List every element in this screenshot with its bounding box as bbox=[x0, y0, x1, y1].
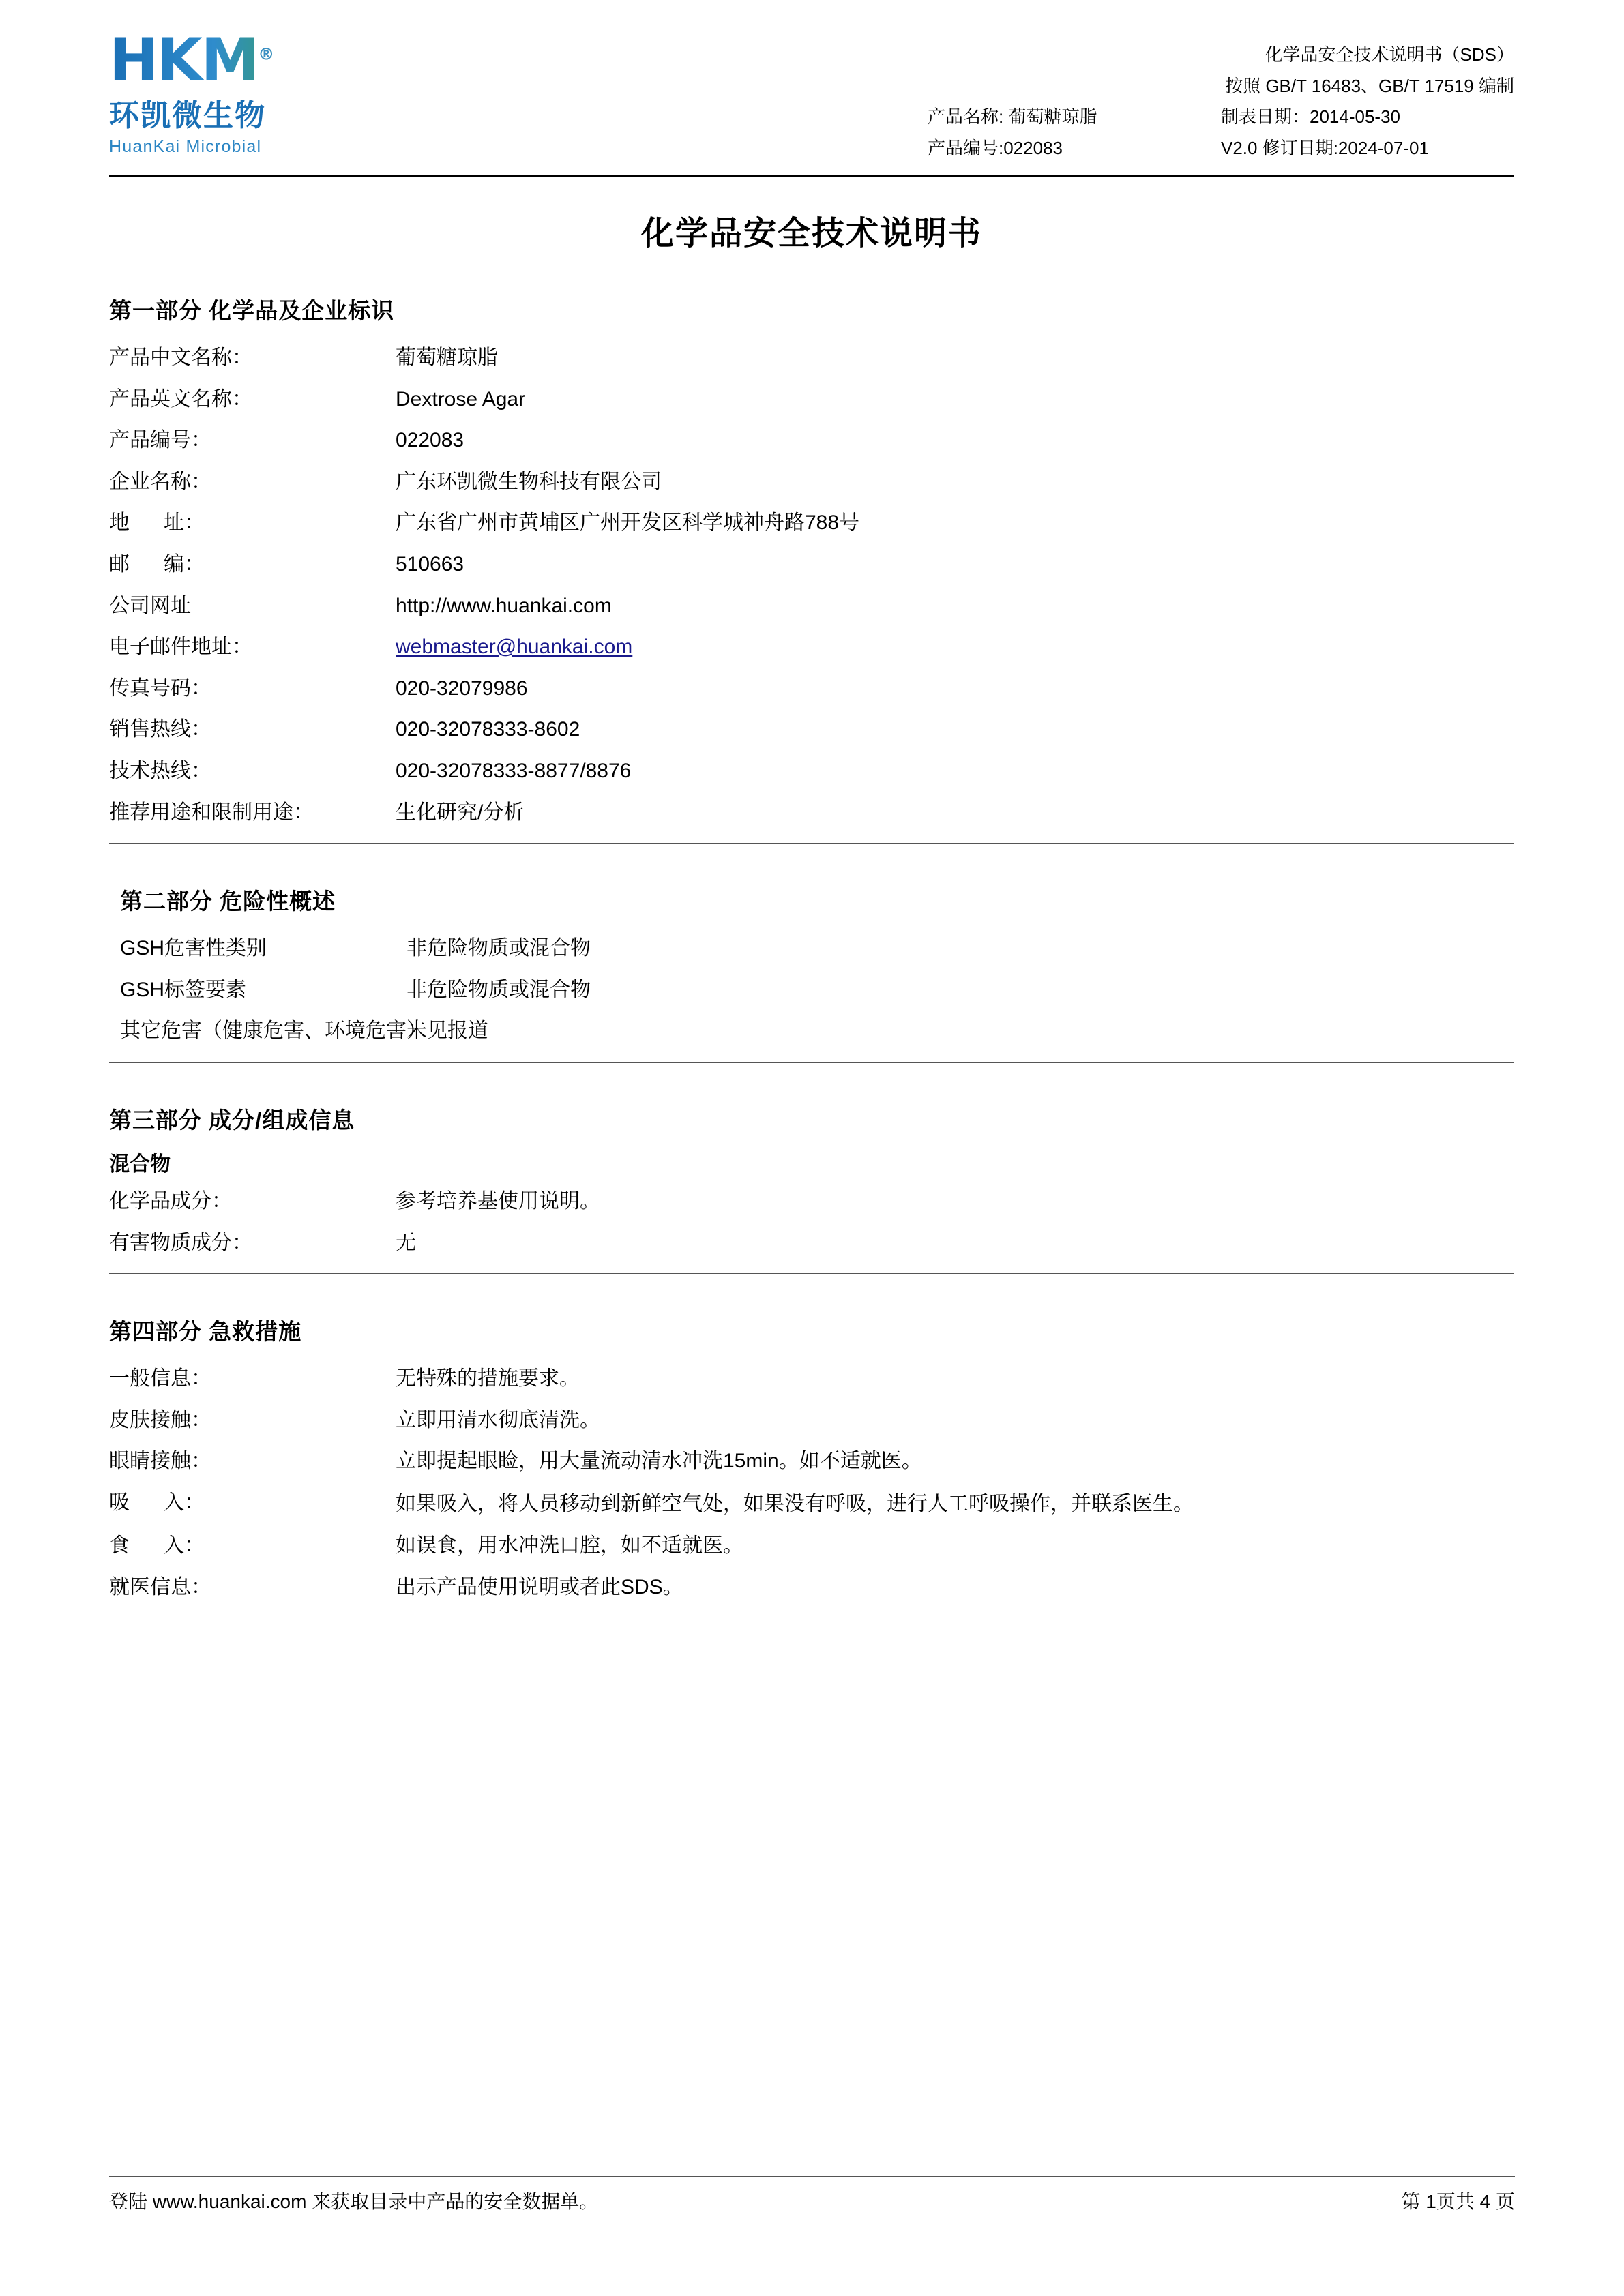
section-2-title: 第二部分 危险性概述 bbox=[120, 889, 336, 914]
field-label: 企业名称： bbox=[109, 470, 211, 493]
header-sds-title: 化学品安全技术说明书（SDS） bbox=[1265, 44, 1514, 65]
section-3 bbox=[109, 1103, 1514, 1274]
field-value: Dextrose Agar bbox=[396, 387, 526, 411]
footer-note: 登陆 www.huankai.com 来获取目录中产品的安全数据单。 bbox=[109, 2191, 599, 2212]
header-product-name: 产品名称: 葡萄糖琼脂 bbox=[928, 106, 1097, 127]
section-2-divider bbox=[109, 1062, 1514, 1063]
field-value: 020-32079986 bbox=[396, 676, 528, 700]
field-value: 立即提起眼睑，用大量流动清水冲洗15min。如不适就医。 bbox=[396, 1450, 922, 1473]
field-label: 就医信息： bbox=[109, 1576, 211, 1599]
section-1-title: 第一部分 化学品及企业标识 bbox=[109, 298, 395, 323]
registered-trademark-icon: ® bbox=[258, 44, 274, 64]
field-value: 非危险物质或混合物 bbox=[407, 937, 591, 960]
section-3-divider bbox=[109, 1273, 1514, 1274]
field-label: 公司网址 bbox=[109, 594, 191, 617]
logo-wordmark bbox=[109, 26, 409, 94]
field-label: 传真号码： bbox=[109, 676, 211, 700]
field-label: GSH标签要素 bbox=[120, 978, 247, 1001]
field-label: 其它危害（健康危害、环境危害） bbox=[120, 1019, 427, 1043]
logo-chinese-name: 环凯微生物 bbox=[109, 99, 266, 132]
document-header bbox=[109, 0, 1514, 170]
field-label: 产品中文名称： bbox=[109, 346, 252, 369]
header-version-date: V2.0 修订日期:2024-07-01 bbox=[1221, 137, 1429, 158]
field-label: 一般信息： bbox=[109, 1367, 211, 1390]
header-standard-line: 按照 GB/T 16483、GB/T 17519 编制 bbox=[1225, 75, 1514, 96]
section-2 bbox=[109, 884, 1514, 1063]
company-logo bbox=[109, 26, 409, 157]
field-label: 化学品成分： bbox=[109, 1189, 232, 1212]
field-label: GSH危害性类别 bbox=[120, 937, 267, 960]
section-1-divider bbox=[109, 843, 1514, 844]
logo-main-text: HKM bbox=[109, 26, 259, 94]
header-product-code: 产品编号:022083 bbox=[928, 137, 1063, 158]
field-value: 广东省广州市黄埔区广州开发区科学城神舟路788号 bbox=[396, 511, 860, 535]
document-footer bbox=[109, 2176, 1515, 2214]
field-value: 生化研究/分析 bbox=[396, 801, 525, 824]
header-divider bbox=[109, 175, 1514, 177]
footer-divider bbox=[109, 2176, 1515, 2177]
logo-english-name: HuanKai Microbial bbox=[109, 137, 262, 156]
field-label: 电子邮件地址： bbox=[109, 636, 252, 659]
field-value: 出示产品使用说明或者此SDS。 bbox=[396, 1576, 683, 1599]
section-4 bbox=[109, 1314, 1514, 1609]
field-value: 葡萄糖琼脂 bbox=[396, 346, 498, 369]
header-made-date: 制表日期：2014-05-30 bbox=[1221, 106, 1400, 127]
field-label: 推荐用途和限制用途： bbox=[109, 801, 314, 824]
field-label: 销售热线： bbox=[109, 718, 211, 741]
email-link[interactable]: webmaster@huankai.com bbox=[396, 636, 633, 659]
page-number: 第 1页共 4 页 bbox=[1401, 2191, 1515, 2212]
header-meta bbox=[791, 40, 1514, 164]
field-value: 未见报道 bbox=[407, 1019, 488, 1043]
section-3-title: 第三部分 成分/组成信息 bbox=[109, 1107, 355, 1133]
field-label: 产品编号： bbox=[109, 429, 211, 452]
field-label: 邮 编： bbox=[109, 552, 205, 576]
page-title: 化学品安全技术说明书 bbox=[640, 215, 982, 252]
field-value: 020-32078333-8602 bbox=[396, 718, 580, 741]
company-website-value[interactable]: http://www.huankai.com bbox=[396, 594, 612, 617]
field-value: 022083 bbox=[396, 429, 464, 452]
field-value: 020-32078333-8877/8876 bbox=[396, 759, 632, 782]
field-label: 有害物质成分： bbox=[109, 1231, 252, 1254]
field-value: 立即用清水彻底清洗。 bbox=[396, 1408, 600, 1431]
field-value: 无特殊的措施要求。 bbox=[396, 1367, 580, 1390]
field-value: 无 bbox=[396, 1231, 416, 1254]
section-1 bbox=[109, 293, 1514, 844]
field-label: 食 入： bbox=[109, 1534, 205, 1557]
field-value: 如果吸入，将人员移动到新鲜空气处，如果没有呼吸，进行人工呼吸操作，并联系医生。 bbox=[396, 1492, 1194, 1515]
field-label: 皮肤接触： bbox=[109, 1408, 211, 1431]
field-value: 广东环凯微生物科技有限公司 bbox=[396, 470, 662, 493]
field-label: 地 址： bbox=[109, 511, 205, 535]
field-label: 产品英文名称： bbox=[109, 387, 252, 411]
section-3-subtitle: 混合物 bbox=[109, 1152, 171, 1176]
field-label: 眼睛接触： bbox=[109, 1450, 211, 1473]
section-4-title: 第四部分 急救措施 bbox=[109, 1319, 302, 1345]
field-label: 吸 入： bbox=[109, 1491, 205, 1514]
field-value: 510663 bbox=[396, 552, 464, 576]
field-value: 非危险物质或混合物 bbox=[407, 978, 591, 1001]
field-value: 如误食，用水冲洗口腔，如不适就医。 bbox=[396, 1534, 743, 1557]
field-value: 参考培养基使用说明。 bbox=[396, 1189, 600, 1212]
field-label: 技术热线： bbox=[109, 759, 211, 782]
